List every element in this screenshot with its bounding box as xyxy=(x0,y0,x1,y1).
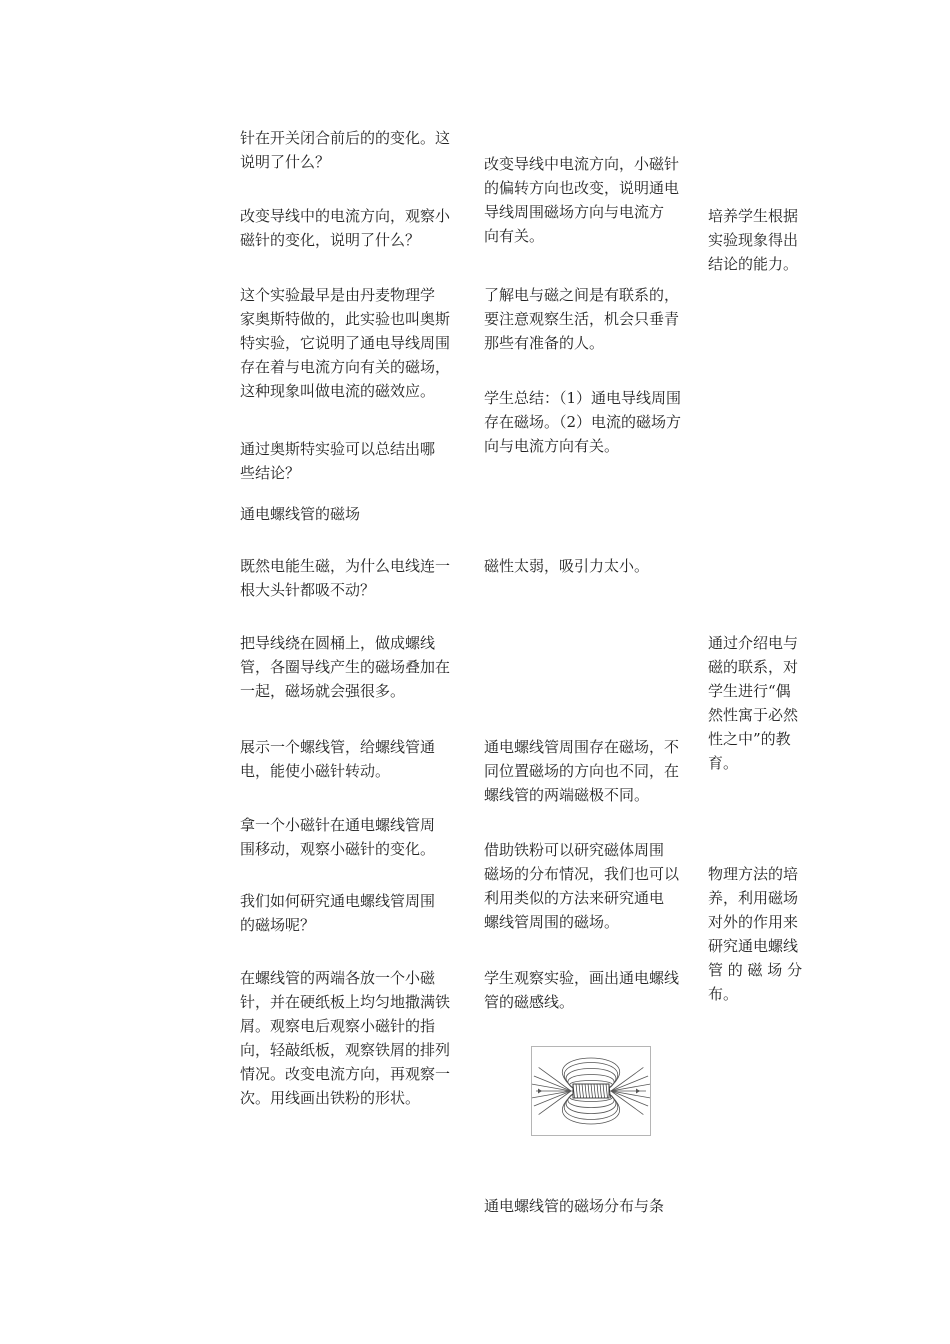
field-line-left xyxy=(532,1091,571,1098)
solenoid-magnetic-field-icon xyxy=(532,1047,650,1135)
student-text-5: 通电螺线管周围存在磁场，不 同位置磁场的方向也不同，在 螺线管的两端磁极不同。 xyxy=(484,738,680,804)
intent-text-1: 培养学生根据 实验现象得出 结论的能力。 xyxy=(708,207,799,273)
teacher-text-10: 在螺线管的两端各放一个小磁 针，并在硬纸板上均匀地撒满铁 屑。观察电后观察小磁针的指 向，轻敲纸板，观察铁屑的排列 情况。改变电流方向，再观察一 次。用线画出铁粉的形状。 xyxy=(240,969,451,1107)
teacher-text-7: 展示一个螺线管，给螺线管通 电，能使小磁针转动。 xyxy=(240,738,436,780)
intent-text-2: 通过介绍电与 磁的联系，对 学生进行“偶 然性寓于必然 性之中”的教 育。 xyxy=(708,634,799,772)
student-text-8: 通电螺线管的磁场分布与条 xyxy=(484,1197,665,1215)
student-text-7: 学生观察实验，画出通电螺线 管的磁感线。 xyxy=(484,969,680,1011)
teacher-text-2: 改变导线中的电流方向，观察小 磁针的变化，说明了什么？ xyxy=(240,207,451,249)
teacher-text-5: 既然电能生磁，为什么电线连一 根大头针都吸不动？ xyxy=(240,557,451,599)
student-text-2: 了解电与磁之间是有联系的， 要注意观察生活，机会只垂青 那些有准备的人。 xyxy=(484,286,680,352)
field-line-right xyxy=(611,1091,648,1106)
student-text-4: 磁性太弱，吸引力太小。 xyxy=(484,557,650,575)
teacher-text-3: 这个实验最早是由丹麦物理学 家奥斯特做的，此实验也叫奥斯 特实验，它说明了通电导线周围 存在着与电流方向有关的磁场， 这种现象叫做电流的磁效应。 xyxy=(240,286,451,400)
field-line-right xyxy=(611,1084,650,1091)
field-line-right xyxy=(611,1091,650,1098)
student-text-3: 学生总结：（1）通电导线周围 存在磁场。（2）电流的磁场方 向与电流方向有关。 xyxy=(484,389,682,455)
field-line-left xyxy=(534,1091,571,1106)
field-arrow xyxy=(636,1089,640,1094)
teacher-text-9: 我们如何研究通电螺线管周围 的磁场呢？ xyxy=(240,892,436,934)
student-text-6: 借助铁粉可以研究磁体周围 磁场的分布情况，我们也可以 利用类似的方法来研究通电 螺线管周围的磁场。 xyxy=(484,841,680,931)
section-heading: 通电螺线管的磁场 xyxy=(240,505,361,523)
field-line-right xyxy=(611,1076,648,1091)
student-text-1: 改变导线中电流方向，小磁针 的偏转方向也改变，说明通电 导线周围磁场方向与电流方 向有关。 xyxy=(484,155,680,245)
field-line-left xyxy=(534,1076,571,1091)
intent-text-3: 物理方法的培 养，利用磁场 对外的作用来 研究通电螺线 管 的 磁 场 分 布。 xyxy=(708,865,803,1003)
teacher-text-8: 拿一个小磁针在通电螺线管周 围移动，观察小磁针的变化。 xyxy=(240,816,436,858)
teacher-text-1: 针在开关闭合前后的的变化。这 说明了什么？ xyxy=(240,129,451,171)
field-arrow xyxy=(538,1089,542,1094)
solenoid-field-figure xyxy=(531,1046,651,1136)
teacher-text-4: 通过奥斯特实验可以总结出哪 些结论？ xyxy=(240,440,436,482)
teacher-text-6: 把导线绕在圆桶上，做成螺线 管，各圈导线产生的磁场叠加在 一起，磁场就会强很多。 xyxy=(240,634,451,700)
field-line-left xyxy=(532,1084,571,1091)
